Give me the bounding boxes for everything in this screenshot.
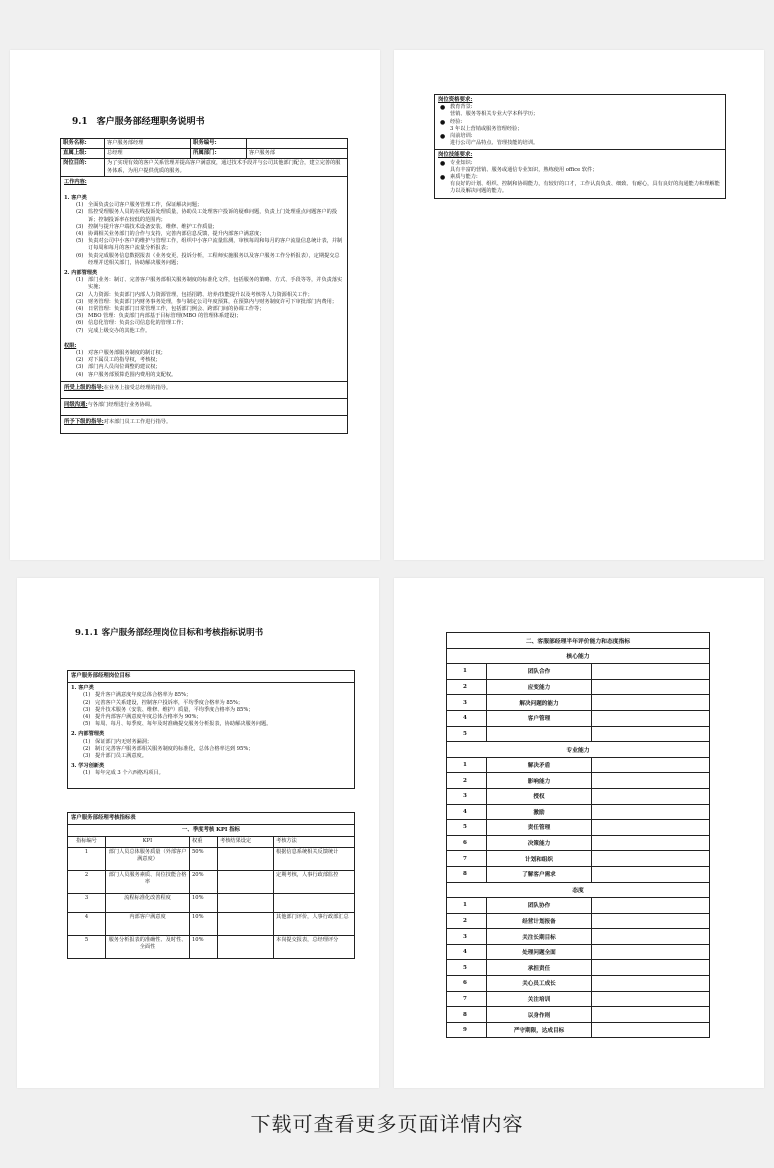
- value-cell: 总经理: [105, 149, 191, 158]
- kpi-subheading: 一、季度考核 KPI 指标: [68, 825, 354, 837]
- table-row: 1 团队协作: [447, 898, 709, 914]
- table-row: 2 经营计划报备: [447, 914, 709, 930]
- table-row: 8 以身作则: [447, 1007, 709, 1023]
- skill-heading: 岗位技能要求:: [438, 152, 473, 159]
- list-item: (1) 对客户服务部服务制度的制订权；: [76, 350, 166, 357]
- category-heading: 1. 客户类: [71, 685, 94, 692]
- table-row: 3 授权: [447, 789, 709, 805]
- list-item: (1) 部门业务：制订、完善客户服务部相关服务制度的标准化文件，包括服务的策略、方式、手段等等，并负责落实实施；: [76, 277, 343, 291]
- list-item: (2) 监控受理服务人员的在线投诉处理质量，协助员工处理客户投诉的疑难问题，负责上门处理重点问题客户的投诉；控制投诉率在较低的范围内；: [76, 209, 338, 223]
- list-item: (3) 财务管理：负责部门内财务事务处理，参与制定公司年度预算，在预算内与财务制度许可下审批部门内费用；: [76, 298, 338, 305]
- document-page-3: [17, 578, 379, 1088]
- list-item: (4) 日常管理：负责部门日常管理工作，包括部门例会、跨部门间的协调工作等；: [76, 306, 265, 313]
- list-item: (5) MBO 管理：负责部门内部基于目标管理(MBO 的管理体系建设)；: [76, 313, 242, 320]
- table-title: 二、客服部经理半年评价能力和态度指标: [447, 633, 709, 649]
- bullet-item: ● 经验:: [440, 118, 463, 126]
- list-item: (6) 负责完成服务信息数据报表（业务变更，投诉分析，工程师实施服务以及客户服务工作分析报表），定期提交总经理并送相关部门，协助解决服务问题；: [76, 252, 340, 266]
- list-item: (1) 保证部门内无财务漏洞；: [83, 738, 153, 745]
- skill-section: [435, 150, 725, 197]
- kpi-table: [67, 812, 355, 959]
- table-row: 2 部门人员服务素质、岗位技能合格率 20% 定期考核，人事行政部监控: [68, 871, 354, 894]
- document-page-4: [394, 578, 764, 1088]
- bullet-body: 有良好的计划、组织、控制和协调能力，有较好的口才，工作认真负责、细致、有耐心，具有良好的沟通能力和理解能力以及解决问题的能力。: [450, 181, 720, 195]
- document-page-1: [10, 50, 380, 560]
- list-item: (2) 对下属员工的指导权，考核权；: [76, 357, 161, 364]
- goals-table: [67, 670, 355, 789]
- table-row: 7 计划和组织: [447, 851, 709, 867]
- list-item: (5) 每周、每月、每季度、每年及时准确提交服务分析报表，协助解决服务问题。: [83, 721, 272, 728]
- table-row: 6 关心员工成长: [447, 976, 709, 992]
- list-item: (2) 人力资源：负责部门内部人力资源管理，包括招聘、培养/技能提升以及考核等人力资源相关工作；: [76, 291, 313, 298]
- column-header: 权重: [190, 837, 218, 846]
- job-description-table: [60, 138, 348, 434]
- list-item: (4) 提升内部客户满意度年度总体合格率为 90%；: [83, 714, 202, 721]
- peer-row: 同级沟通: 与各部门经理进行业务协调。: [61, 399, 347, 416]
- category-heading: 3. 学习创新类: [71, 763, 105, 770]
- requirements-table: [434, 94, 726, 199]
- table-row: 3 解决问题的能力: [447, 695, 709, 711]
- table-row: 2 应变能力: [447, 680, 709, 696]
- label-cell: 职务名称:: [61, 139, 105, 148]
- list-item: (4) 客户服务部预算范围内费用的支配权。: [76, 371, 177, 378]
- table-row: 8 了解客户需求: [447, 867, 709, 883]
- bullet-body: 3 年以上营销或服务管理经验；: [450, 125, 523, 132]
- list-item: (7) 完成上级交办的其他工作。: [76, 327, 151, 334]
- purpose-row: [61, 159, 347, 176]
- list-item: (2) 完善客户关系建设，控制客户投诉率，平均季度合格率为 85%；: [83, 699, 244, 706]
- table-row: 3 流程标准化改善程度 10%: [68, 894, 354, 913]
- section-heading: 态度: [447, 883, 709, 899]
- bullet-item: ● 素质与能力:: [440, 174, 478, 182]
- bullet-item: ● 教育背景:: [440, 104, 473, 112]
- table-row: 4 激励: [447, 805, 709, 821]
- page3-title: 9.1.1 客户服务部经理岗位目标和考核指标说明书: [75, 628, 264, 638]
- label-cell: 岗位目的:: [61, 159, 105, 175]
- value-cell: [247, 139, 347, 148]
- qualification-section: [435, 95, 725, 150]
- category-heading: 1. 客户类: [64, 195, 87, 202]
- document-page-2: [394, 50, 764, 560]
- table-row: 1 部门人员总体服务质量（外部客户满意度） 50% 根据信息系统相关反馈统计: [68, 848, 354, 871]
- category-heading: 2. 内部管理类: [64, 270, 98, 277]
- kpi-heading: 客户服务部经理考核指标表: [68, 813, 354, 825]
- value-cell: 客户服务部经理: [105, 139, 191, 148]
- list-item: (1) 全面负责公司客户服务管理工作，保证解决问题；: [76, 202, 203, 209]
- list-item: (3) 提升部门员工满意度。: [83, 753, 147, 760]
- qual-heading: 岗位资格要求:: [438, 97, 473, 103]
- bullet-body: 具有丰富的营销、服务或通信专业知识，熟练使用 office 软件；: [450, 166, 598, 173]
- guidance-row: 所受上级的指导: 在业务上接受总经理的指导。: [61, 382, 347, 399]
- goal-heading: 客户服务部经理岗位目标: [68, 671, 354, 683]
- list-item: (4) 协调相关业务部门的合作与支持，完善内部信息反馈，提升内部客户满意度；: [76, 231, 265, 238]
- column-header: 指标编号: [68, 837, 106, 846]
- goals-section: [68, 683, 354, 787]
- column-header: 考核结果设定: [218, 837, 274, 846]
- ability-attitude-table: [446, 632, 710, 1038]
- rights-heading: 权限:: [64, 342, 77, 349]
- page1-title: 9.1 客户服务部经理职务说明书: [72, 117, 205, 127]
- header-row-2: [61, 149, 347, 159]
- download-more-link[interactable]: 下载可查看更多页面详情内容: [250, 1112, 524, 1136]
- list-item: (3) 提升技术服务（安装、维修、维护）质量，平均季度合格率为 85%；: [83, 706, 254, 713]
- section-heading: 核心能力: [447, 649, 709, 665]
- table-row: 5: [447, 727, 709, 743]
- header-row-1: [61, 139, 347, 149]
- purpose-text: 为了实现有效的客户关系管理并提高客户满意度，通过技术手段并与公司其他部门配合，建立完善的服务体系，为用户提供优质的服务。: [107, 160, 341, 174]
- list-item: (3) 控制与提升客户端技术设备安装、维修、维护工作质量；: [76, 223, 218, 230]
- label-cell: 直属上级:: [61, 149, 105, 158]
- work-heading: 工作内容:: [64, 178, 87, 185]
- bullet-item: ● 专业知识:: [440, 159, 473, 167]
- list-item: (3) 部门内人员岗位调整的建议权；: [76, 364, 161, 371]
- work-content-row: [61, 177, 347, 382]
- table-row: 4 内部客户满意度 10% 其他部门评价，人事行政部汇总: [68, 913, 354, 936]
- label-cell: 所属部门:: [191, 149, 247, 158]
- table-row: 1 团队合作: [447, 664, 709, 680]
- list-item: (2) 制订完善客户服务部相关服务制度的标准化，总体合格率达到 95%；: [83, 745, 254, 752]
- section-heading: 专业能力: [447, 742, 709, 758]
- table-row: 2 影响能力: [447, 773, 709, 789]
- list-item: (1) 提升客户满意度年度总体合格率为 85%；: [83, 692, 192, 699]
- table-row: 9 严守期限，达成目标: [447, 1023, 709, 1038]
- column-header: KPI: [106, 837, 190, 846]
- bullet-item: ● 岗前培训:: [440, 133, 473, 141]
- table-row: 5 责任管理: [447, 820, 709, 836]
- subordinate-row: 所予下级的指导: 对本部门员工工作进行指导。: [64, 419, 172, 426]
- list-item: (5) 负责对公司中小客户的维护与管理工作，组织中小客户流量监测，审核每周和每月的客户流量信息统计表，并制订每周和每月的客户流量分析报表；: [76, 238, 343, 252]
- table-row: 1 解决矛盾: [447, 758, 709, 774]
- category-heading: 2. 内部管理类: [71, 731, 105, 738]
- table-row: 4 处理问题全面: [447, 945, 709, 961]
- table-row: 6 决策能力: [447, 836, 709, 852]
- table-row: 7 关注培训: [447, 992, 709, 1008]
- table-row: 5 服务分析报表的准确性、及时性、全面性 10% 本岗提交报表，总经理评分: [68, 936, 354, 958]
- table-row: 4 客户管理: [447, 711, 709, 727]
- list-item: (6) 信息化管理：负责公司信息化的管理工作；: [76, 320, 187, 327]
- kpi-header-row: [68, 837, 354, 847]
- work-content-section: [61, 177, 347, 381]
- bullet-body: 进行公司产品特点、管理技能的培训。: [450, 140, 539, 147]
- table-row: 5 承担责任: [447, 960, 709, 976]
- column-header: 考核方法: [276, 838, 297, 845]
- table-row: 3 关注长期目标: [447, 929, 709, 945]
- label-cell: 职务编号:: [191, 139, 247, 148]
- value-cell: 客户服务部: [249, 150, 275, 157]
- list-item: (1) 每年完成 3 个六西格玛项目。: [83, 770, 164, 777]
- bullet-body: 营销、服务等相关专业大学本科学历；: [450, 111, 539, 118]
